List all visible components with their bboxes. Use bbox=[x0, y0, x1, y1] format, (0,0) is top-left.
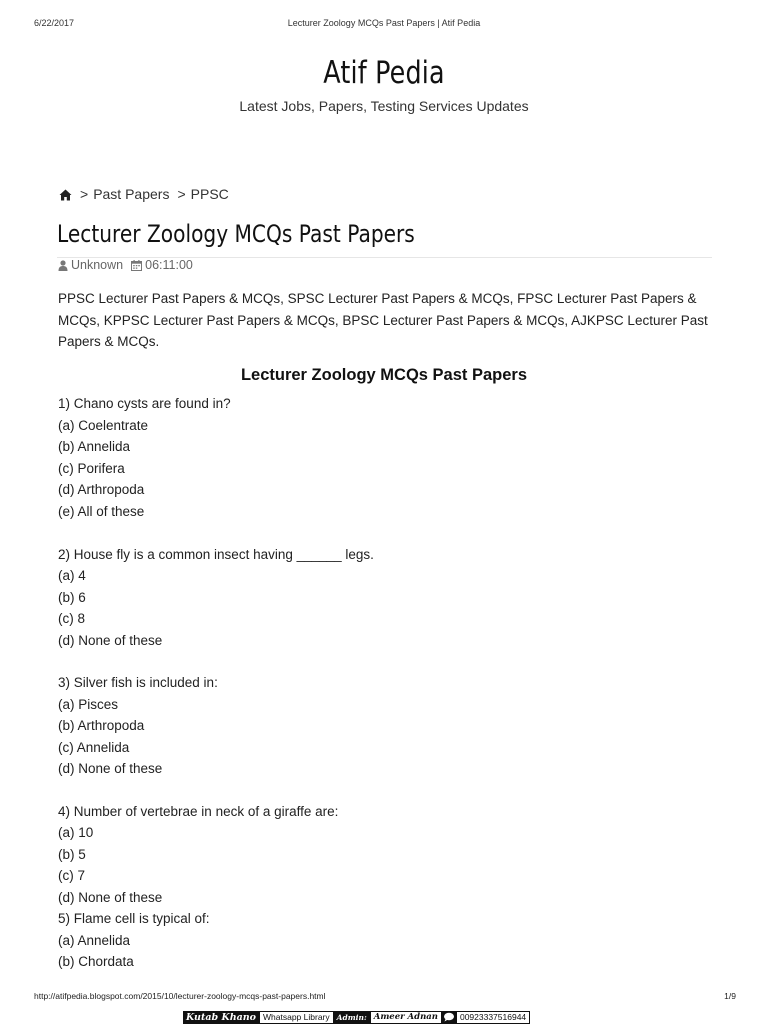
chat-icon bbox=[442, 1011, 456, 1024]
answer-option: (c) 7 bbox=[58, 868, 85, 883]
answer-option: (b) 6 bbox=[58, 589, 86, 605]
print-page-number: 1/9 bbox=[724, 991, 736, 1001]
watermark-whatsapp-library: Whatsapp Library bbox=[259, 1011, 334, 1024]
post-author[interactable]: Unknown bbox=[71, 258, 124, 272]
question-text: 2) House fly is a common insect having ______ legs. bbox=[58, 546, 374, 562]
post-intro: PPSC Lecturer Past Papers & MCQs, SPSC Lecturer Past Papers & MCQs, FPSC Lecturer Past Papers & MCQs, KPPSC Lecturer Past Papers & MCQs, BPSC Lecturer Past Papers & MCQs, AJKPSC Lecturer Past Papers & MCQs. bbox=[58, 291, 708, 349]
answer-option: (c) 8 bbox=[58, 611, 85, 626]
answer-option: (a) Annelida bbox=[58, 932, 131, 948]
watermark-kutab-khano: Kutab Khano bbox=[183, 1011, 259, 1024]
print-header bbox=[0, 18, 768, 32]
question-text: 3) Silver fish is included in: bbox=[58, 675, 218, 690]
answer-option: (b) Annelida bbox=[58, 439, 131, 454]
answer-option: (c) Annelida bbox=[58, 739, 130, 755]
answer-option: (e) All of these bbox=[58, 503, 145, 519]
print-footer bbox=[0, 991, 768, 1005]
answer-option: (b) 5 bbox=[58, 846, 86, 862]
answer-option: (a) 4 bbox=[58, 568, 86, 583]
breadcrumb-separator: > bbox=[177, 186, 186, 202]
answer-option: (a) 10 bbox=[58, 825, 94, 840]
breadcrumb bbox=[59, 186, 229, 202]
print-date: 6/22/2017 bbox=[34, 18, 75, 28]
answer-option: (c) Porifera bbox=[58, 460, 125, 476]
post-meta bbox=[58, 258, 193, 272]
answer-option: (b) Chordata bbox=[58, 954, 134, 969]
answer-option: (d) Arthropoda bbox=[58, 482, 145, 497]
answer-option: (d) None of these bbox=[58, 632, 163, 648]
home-icon[interactable] bbox=[59, 188, 72, 200]
answer-option: (b) Arthropoda bbox=[58, 718, 145, 733]
breadcrumb-past-papers[interactable]: Past Papers bbox=[93, 186, 170, 202]
question-text: 5) Flame cell is typical of: bbox=[58, 911, 210, 926]
answer-option: (d) None of these bbox=[58, 889, 163, 905]
watermark-phone: 00923337516944 bbox=[456, 1011, 530, 1024]
watermark-banner bbox=[183, 1010, 530, 1024]
watermark-admin-name: Ameer Adnan bbox=[370, 1011, 442, 1024]
post-time[interactable]: 06:11:00 bbox=[145, 258, 193, 272]
post-title: Lecturer Zoology MCQs Past Papers bbox=[57, 220, 415, 248]
question-text: 4) Number of vertebrae in neck of a giraffe are: bbox=[58, 803, 339, 819]
breadcrumb-separator: > bbox=[80, 186, 89, 202]
user-icon bbox=[58, 260, 68, 271]
calendar-icon bbox=[131, 260, 142, 271]
answer-option: (a) Coelentrate bbox=[58, 417, 149, 433]
answer-option: (a) Pisces bbox=[58, 696, 119, 712]
print-url: http://atifpedia.blogspot.com/2015/10/lecturer-zoology-mcqs-past-papers.html bbox=[34, 991, 326, 1001]
print-page-title: Lecturer Zoology MCQs Past Papers | Atif Pedia bbox=[287, 18, 481, 28]
site-title[interactable]: Atif Pedia bbox=[323, 55, 445, 91]
watermark-admin-label: Admin: bbox=[334, 1011, 370, 1024]
question-text: 1) Chano cysts are found in? bbox=[58, 396, 231, 411]
section-heading: Lecturer Zoology MCQs Past Papers bbox=[240, 366, 528, 384]
breadcrumb-ppsc[interactable]: PPSC bbox=[190, 186, 229, 202]
site-tagline: Latest Jobs, Papers, Testing Services Updates bbox=[239, 98, 529, 114]
answer-option: (d) None of these bbox=[58, 761, 163, 776]
